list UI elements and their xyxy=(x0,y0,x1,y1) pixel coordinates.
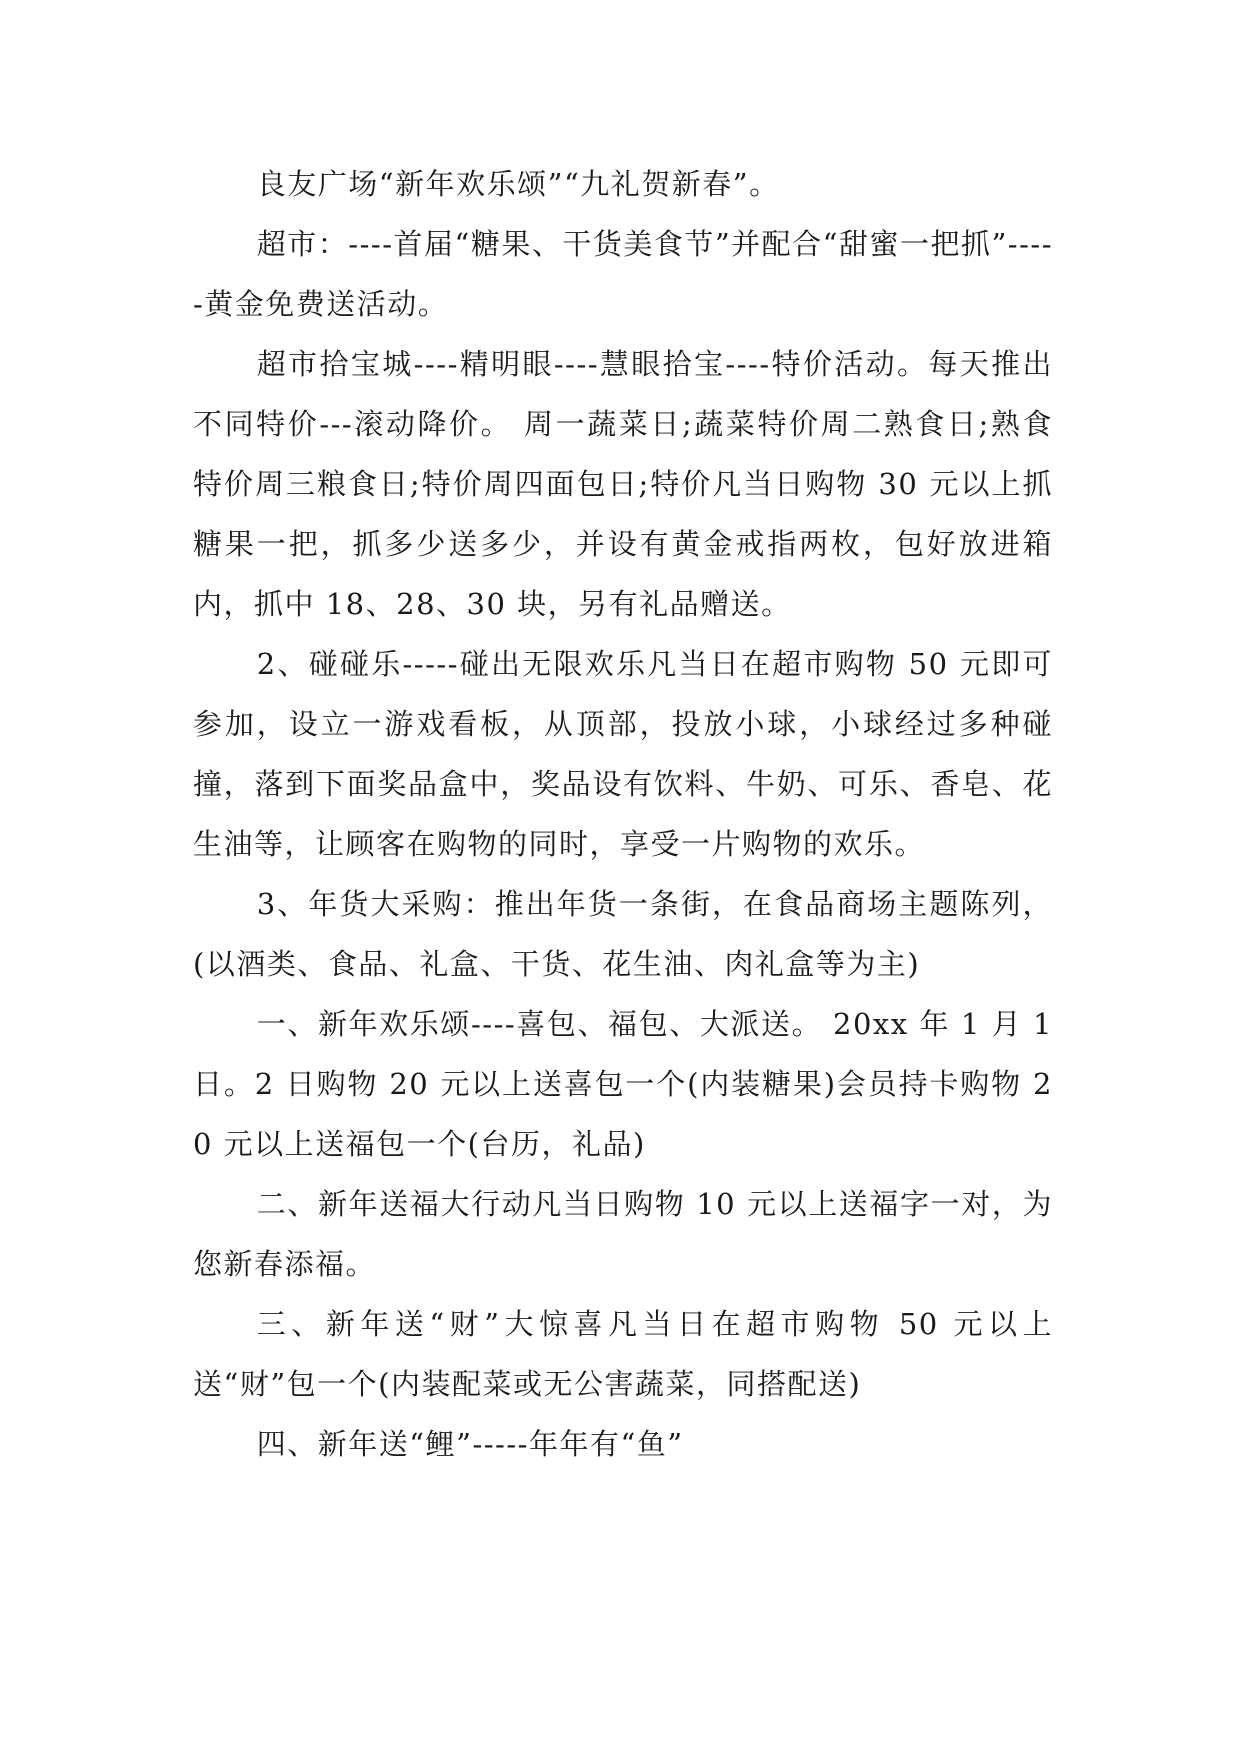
paragraph-bump-game: 2、碰碰乐-----碰出无限欢乐凡当日在超市购物 50 元即可参加，设立一游戏看板，从顶部，投放小球，小球经过多种碰撞，落到下面奖品盒中，奖品设有饮料、牛奶、可乐、香皂、花生油等，让顾客在购物的同时，享受一片购物的欢乐。 xyxy=(193,647,1053,861)
paragraph-carp-gift: 四、新年送“鲤”-----年年有“鱼” xyxy=(256,1427,684,1461)
paragraph-supermarket-festival: 超市：----首届“糖果、干货美食节”并配合“甜蜜一把抓”-----黄金免费送活动。 xyxy=(193,227,1053,321)
paragraph-venue-title: 良友广场“新年欢乐颂”“九礼贺新春”。 xyxy=(256,167,780,201)
paragraph-wealth-surprise: 三、新年送“财”大惊喜凡当日在超市购物 50 元以上送“财”包一个(内装配菜或无公害蔬菜，同搭配送) xyxy=(193,1307,1053,1401)
paragraph-fortune-action: 二、新年送福大行动凡当日购物 10 元以上送福字一对，为您新春添福。 xyxy=(193,1187,1053,1281)
paragraph-new-year-goods: 3、年货大采购：推出年货一条街，在食品商场主题陈列，(以酒类、食品、礼盒、干货、花生油、肉礼盒等为主) xyxy=(193,887,1053,981)
paragraph-treasure-city: 超市拾宝城----精明眼----慧眼拾宝----特价活动。每天推出不同特价---滚动降价。 周一蔬菜日;蔬菜特价周二熟食日;熟食特价周三粮食日;特价周四面包日;特价凡当日购物 30 元以上抓糖果一把，抓多少送多少，并设有黄金戒指两枚，包好放进箱内，抓中 18、28、30 块，另有礼品赠送。 xyxy=(193,347,1053,621)
document-body xyxy=(193,154,1053,1474)
paragraph-joy-bag-giveaway: 一、新年欢乐颂----喜包、福包、大派送。 20xx 年 1 月 1 日。2 日购物 20 元以上送喜包一个(内装糖果)会员持卡购物 20 元以上送福包一个(台历，礼品) xyxy=(193,1007,1053,1161)
